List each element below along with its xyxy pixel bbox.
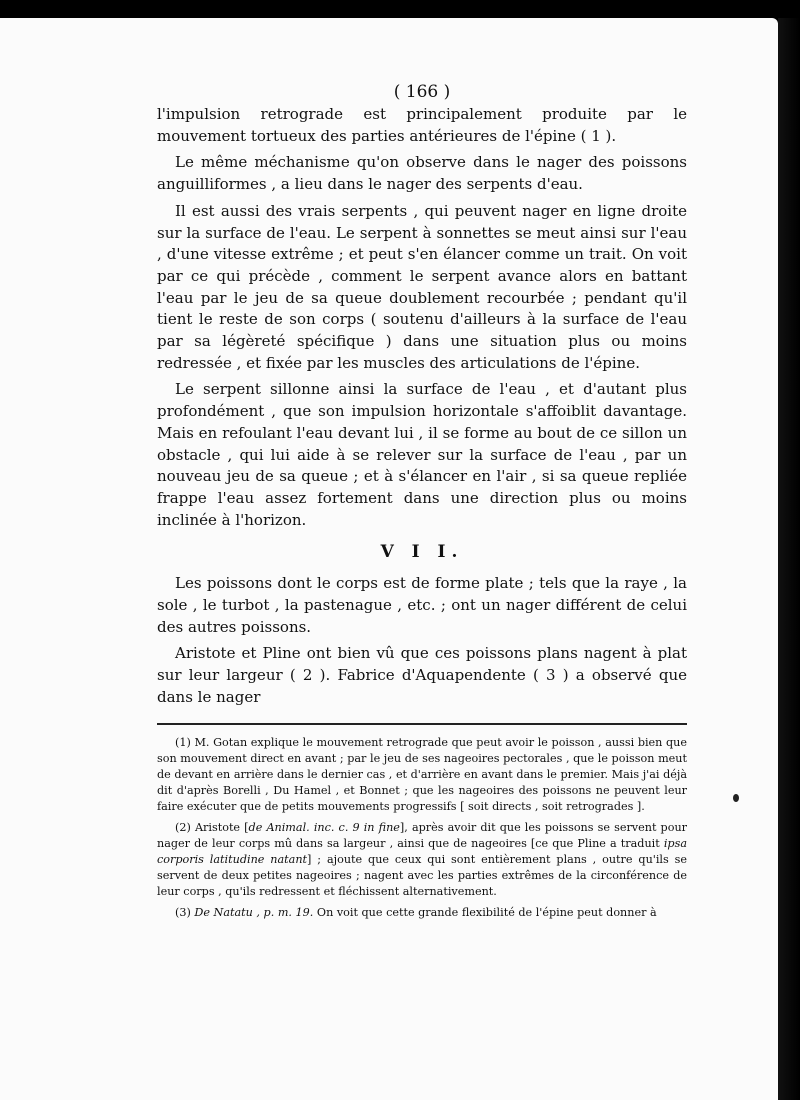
footnote-3-citation: De Natatu , p. m. 19. [194, 905, 314, 919]
footnote-3-marker: (3) [175, 905, 195, 919]
scan-edge [778, 18, 800, 1100]
footnote-2-latin-quote: ipsa corporis latitudine natant [157, 836, 687, 866]
footnote-2-part-a: (2) Aristote [ [175, 820, 249, 834]
paragraph-6: Aristote et Pline ont bien vû que ces poissons plans nagent à plat sur leur largeur ( 2 ). Fabrice d'Aquapendente ( 3 ) a observé que dans le nager [157, 644, 687, 706]
paragraph-2: Le même méchanisme qu'on observe dans le nager des poissons anguilliformes , a lieu dans le nager des serpents d'eau. [157, 153, 687, 194]
section-heading: V I I. [380, 542, 464, 563]
paragraph-1: l'impulsion retrograde est principalement produite par le mouvement tortueux des parties antérieures de l'épine ( 1 ). [157, 105, 687, 145]
paragraph-3: Il est aussi des vrais serpents , qui peuvent nager en ligne droite sur la surface de l'eau. Le serpent à sonnettes se meut ainsi sur l'eau , d'une vitesse extrême ; et peut s'en élancer comme un trait. On voit par ce qui précède , comment le serpent avance alors en battant l'eau par le jeu de sa queue doublement recourbée ; pendant qu'il tient le reste de son corps ( soutenu d'ailleurs à la surface de l'eau par sa légèreté spécifique ) dans une situation plus ou moins redressée , et fixée par les muscles des articulations de l'épine. [157, 201, 687, 372]
footnote-1: (1) M. Gotan explique le mouvement retrograde que peut avoir le poisson , aussi bien que son mouvement direct en avant ; par le jeu de ses nageoires pectorales , que le poisson meut de devant en arrière dans le dernier cas , et d'arrière en avant dans le premier. Mais j'ai déjà dit d'après Borelli , Du Hamel , et Bonnet ; que les nageoires des poissons ne peuvent leur faire exécuter que de petits mouvements progressifs [ soit directs , soit retrogrades ]. [157, 735, 687, 814]
footnote-divider [157, 723, 687, 725]
footnote-3-text: On voit que cette grande flexibilité de l'épine peut donner à [313, 905, 657, 919]
footnote-3 [157, 905, 687, 921]
page-content [157, 82, 687, 925]
paragraph-4: Le serpent sillonne ainsi la surface de l'eau , et d'autant plus profondément , que son impulsion horizontale s'affoiblit davantage. Mais en refoulant l'eau devant lui , il se forme au bout de ce sillon un obstacle , qui lui aide à se relever sur la surface de l'eau , par un nouveau jeu de sa queue ; et à s'élancer en l'air , si sa queue repliée frappe l'eau assez fortement dans une direction plus ou moins inclinée à l'horizon. [157, 380, 687, 529]
footnote-2-citation: de Animal. inc. c. 9 in fine [248, 820, 400, 834]
footnote-2-part-b: ], après avoir dit que les poissons se servent pour nager de leur corps mû dans sa largeur , ainsi que de nageoires [ce que Pline a traduit [157, 820, 688, 850]
page-number: ( 166 ) [393, 82, 451, 102]
ink-spot [733, 794, 739, 802]
footnote-2-part-c: ] ; ajoute que ceux qui sont entièrement plans , outre qu'ils se servent de deux petites nageoires ; nagent avec les parties extrêmes de la circonférence de leur corps , qu'ils redressent et fléchissent alternativement. [157, 853, 688, 899]
footnote-2 [157, 820, 687, 901]
paragraph-5: Les poissons dont le corps est de forme plate ; tels que la raye , la sole , le turbot , la pastenague , etc. ; ont un nager différent de celui des autres poissons. [157, 574, 687, 636]
